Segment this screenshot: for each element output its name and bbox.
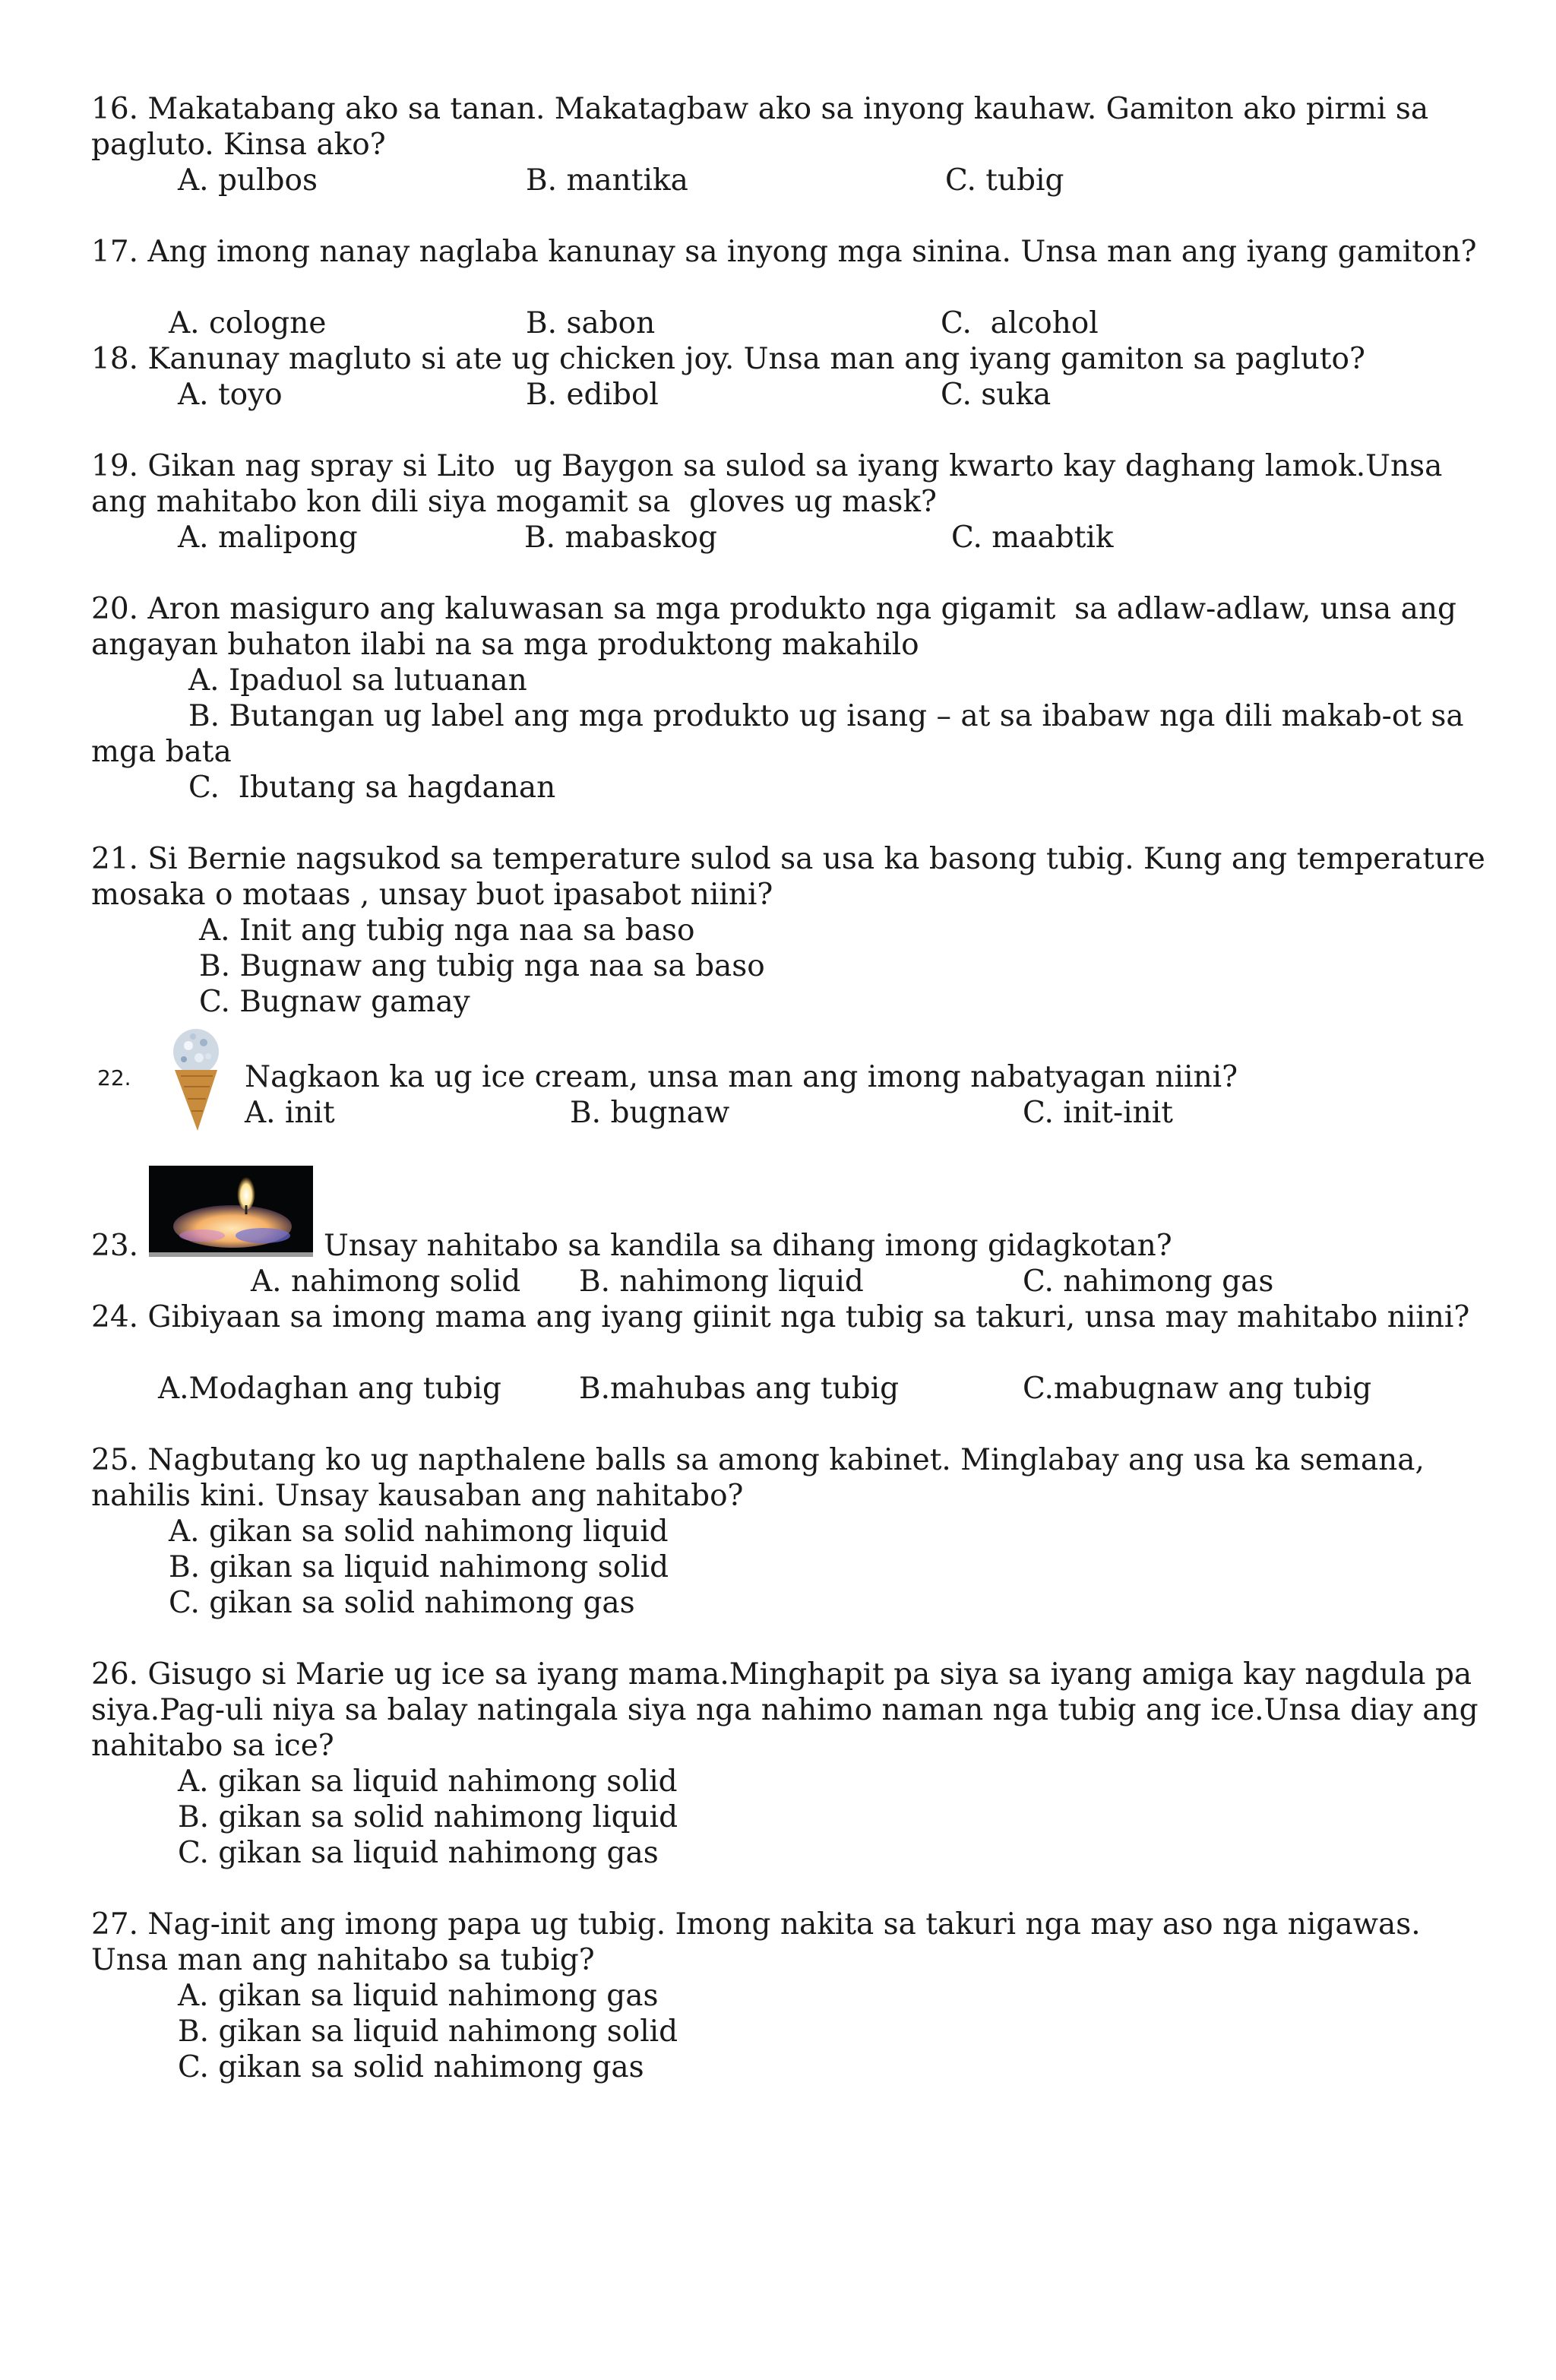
question-22-number: 22. xyxy=(97,1065,131,1090)
question-27-option-b: B. gikan sa liquid nahimong solid xyxy=(178,2014,678,2049)
question-18-option-b: B. edibol xyxy=(526,378,659,412)
question-19-option-c: C. maabtik xyxy=(951,521,1114,555)
question-17-text: 17. Ang imong nanay naglaba kanunay sa inyong mga sinina. Unsa man ang iyang gamiton? xyxy=(91,235,1477,269)
question-26-text: 26. Gisugo si Marie ug ice sa iyang mama.Minghapit pa siya sa iyang amiga kay nagdula pa siya.Pag-uli niya sa balay natingala siya nga nahimo naman nga tubig ang ice.Unsa diay ang nahitabo sa ice? xyxy=(91,1657,1488,1763)
question-16-option-b: B. mantika xyxy=(526,163,688,198)
question-23-option-a: A. nahimong solid xyxy=(251,1264,521,1299)
melting-candle-icon xyxy=(149,1166,313,1257)
question-22-option-b: B. bugnaw xyxy=(570,1096,730,1130)
question-21-option-b: B. Bugnaw ang tubig nga naa sa baso xyxy=(199,949,765,983)
question-23-option-b: B. nahimong liquid xyxy=(579,1264,864,1299)
question-26-option-b: B. gikan sa solid nahimong liquid xyxy=(178,1800,678,1834)
question-17-option-b: B. sabon xyxy=(526,306,656,340)
question-25-option-c: C. gikan sa solid nahimong gas xyxy=(169,1586,635,1620)
question-27-option-a: A. gikan sa liquid nahimong gas xyxy=(178,1979,659,2013)
question-17-option-a: A. cologne xyxy=(169,306,327,340)
question-19-option-b: B. mabaskog xyxy=(524,521,717,555)
question-23-text: Unsay nahitabo sa kandila sa dihang imong gidagkotan? xyxy=(324,1229,1172,1263)
question-16-option-a: A. pulbos xyxy=(178,163,318,198)
question-18-text: 18. Kanunay magluto si ate ug chicken joy. Unsa man ang iyang gamiton sa pagluto? xyxy=(91,342,1365,376)
question-20-option-c: C. Ibutang sa hagdanan xyxy=(188,771,556,805)
question-25-text: 25. Nagbutang ko ug napthalene balls sa among kabinet. Minglabay ang usa ka semana, nahilis kini. Unsay kausaban ang nahitabo? xyxy=(91,1443,1434,1513)
question-19-text: 19. Gikan nag spray si Lito ug Baygon sa sulod sa iyang kwarto kay daghang lamok.Unsa ang mahitabo kon dili siya mogamit sa gloves ug mask? xyxy=(91,449,1452,519)
question-20-text: 20. Aron masiguro ang kaluwasan sa mga produkto nga gigamit sa adlaw-adlaw, unsa ang angayan buhaton ilabi na sa mga produktong makahilo xyxy=(91,592,1466,662)
question-21-option-a: A. Init ang tubig nga naa sa baso xyxy=(199,913,695,948)
question-25-option-a: A. gikan sa solid nahimong liquid xyxy=(169,1514,669,1549)
question-22-option-a: A. init xyxy=(245,1096,335,1130)
question-16-option-c: C. tubig xyxy=(945,163,1064,198)
question-18-option-c: C. suka xyxy=(941,378,1052,412)
question-25-option-b: B. gikan sa liquid nahimong solid xyxy=(169,1550,669,1584)
question-27-option-c: C. gikan sa solid nahimong gas xyxy=(178,2050,644,2084)
question-22-option-c: C. init-init xyxy=(1023,1096,1173,1130)
question-24-option-c: C.mabugnaw ang tubig xyxy=(1023,1372,1372,1406)
question-22-text: Nagkaon ka ug ice cream, unsa man ang imong nabatyagan niini? xyxy=(245,1060,1238,1094)
question-20-option-a: A. Ipaduol sa lutuanan xyxy=(188,663,527,698)
question-20-option-b: B. Butangan ug label ang mga produkto ug isang – at sa ibabaw nga dili makab-ot sa mga bata xyxy=(91,699,1474,769)
question-16-text: 16. Makatabang ako sa tanan. Makatagbaw ako sa inyong kauhaw. Gamiton ako pirmi sa pagluto. Kinsa ako? xyxy=(91,92,1438,162)
question-24-option-a: A.Modaghan ang tubig xyxy=(158,1372,501,1406)
question-24-option-b: B.mahubas ang tubig xyxy=(579,1372,900,1406)
question-21-text: 21. Si Bernie nagsukod sa temperature sulod sa usa ka basong tubig. Kung ang temperature mosaka o motaas , unsay buot ipasabot niini? xyxy=(91,842,1495,912)
question-18-option-a: A. toyo xyxy=(178,378,283,412)
question-23-option-c: C. nahimong gas xyxy=(1023,1264,1274,1299)
question-19-option-a: A. malipong xyxy=(178,521,358,555)
question-26-option-a: A. gikan sa liquid nahimong solid xyxy=(178,1764,678,1799)
ice-cream-cone-icon xyxy=(166,1026,226,1132)
question-17-option-c: C. alcohol xyxy=(941,306,1099,340)
question-23-number: 23. xyxy=(91,1229,139,1263)
question-21-option-c: C. Bugnaw gamay xyxy=(199,985,470,1019)
question-24-text: 24. Gibiyaan sa imong mama ang iyang giinit nga tubig sa takuri, unsa may mahitabo niini? xyxy=(91,1300,1470,1334)
question-27-text: 27. Nag-init ang imong papa ug tubig. Imong nakita sa takuri nga may aso nga nigawas. Unsa man ang nahitabo sa tubig? xyxy=(91,1907,1431,1977)
question-26-option-c: C. gikan sa liquid nahimong gas xyxy=(178,1836,659,1870)
